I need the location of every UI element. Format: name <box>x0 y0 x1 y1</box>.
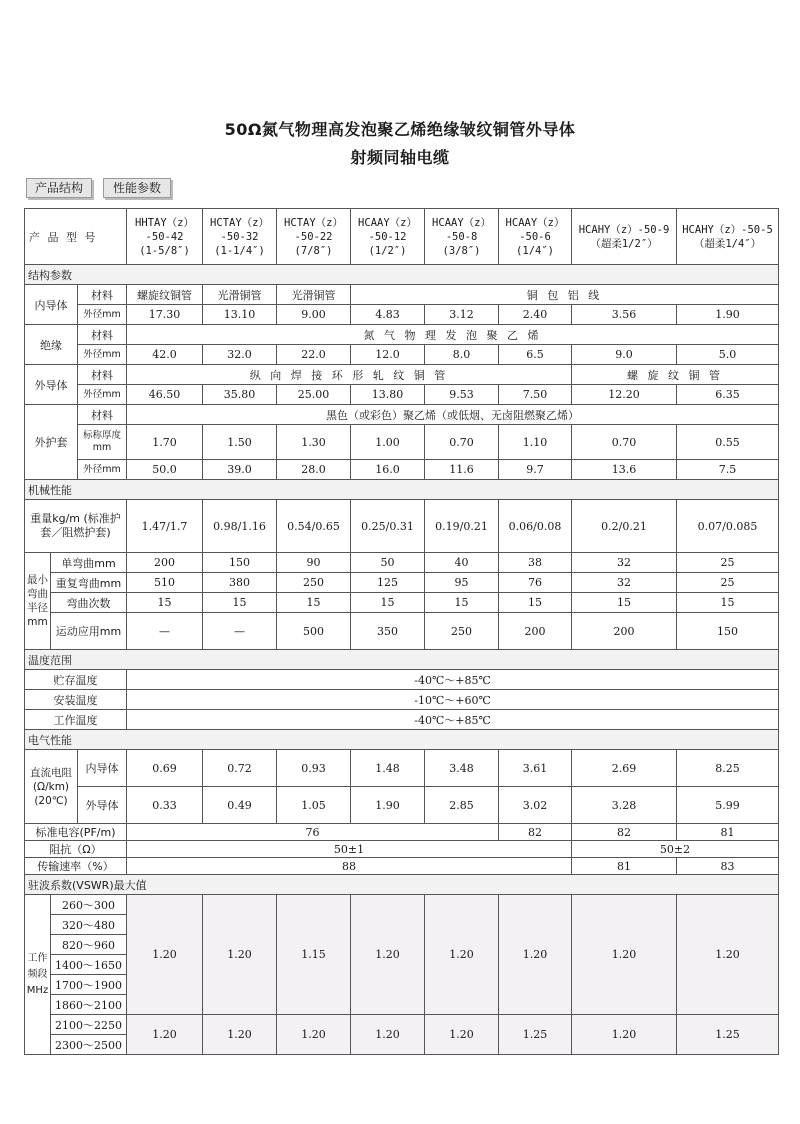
cell: 250 <box>425 613 499 650</box>
band-cell: 2100～2250 <box>51 1015 127 1035</box>
cell: 81 <box>677 824 779 841</box>
cell-span: 50±1 <box>127 841 572 858</box>
cell: 39.0 <box>203 460 277 480</box>
jacket-label: 外护套 <box>25 405 78 480</box>
table-row <box>25 405 779 425</box>
cell: 15 <box>499 593 572 613</box>
cell: 12.0 <box>351 345 425 365</box>
cell: 15 <box>351 593 425 613</box>
cell: 380 <box>203 573 277 593</box>
cell-span: 螺 旋 纹 铜 管 <box>572 365 779 385</box>
cell: 40 <box>425 553 499 573</box>
band-cell: 1700～1900 <box>51 975 127 995</box>
cell: 1.70 <box>127 425 203 460</box>
cell: 8.25 <box>677 750 779 787</box>
table-row <box>25 460 779 480</box>
cell: 81 <box>572 858 677 875</box>
row-label: 安装温度 <box>25 690 127 710</box>
cell: 0.72 <box>203 750 277 787</box>
table-row <box>25 841 779 858</box>
cell-span: 铜 包 铝 线 <box>351 285 779 305</box>
section-vswr: 驻波系数(VSWR)最大值 <box>25 875 779 895</box>
cell: 35.80 <box>203 385 277 405</box>
cell: 1.05 <box>277 787 351 824</box>
min-bend-radius-label: 最小弯曲半径mm <box>25 553 51 650</box>
cell-span: -10℃～+60℃ <box>127 690 779 710</box>
model-header: HCAHY（z）-50-9 （超柔1/2″） <box>572 209 677 265</box>
inner-conductor-label: 内导体 <box>25 285 78 325</box>
dc-resistance-label: 直流电阻(Ω/km)(20℃) <box>25 750 78 824</box>
table-row <box>25 305 779 325</box>
cell: 1.25 <box>499 1015 572 1055</box>
table-row <box>25 500 779 553</box>
row-label: 材料 <box>78 285 127 305</box>
cell: 2.85 <box>425 787 499 824</box>
cell: 5.99 <box>677 787 779 824</box>
row-label: 贮存温度 <box>25 670 127 690</box>
row-label: 外径mm <box>78 305 127 325</box>
cell: 0.2/0.21 <box>572 500 677 553</box>
cell: 0.55 <box>677 425 779 460</box>
cell: 0.49 <box>203 787 277 824</box>
cell: 3.02 <box>499 787 572 824</box>
table-row <box>25 425 779 460</box>
cell: 11.6 <box>425 460 499 480</box>
table-row <box>25 710 779 730</box>
band-cell: 1860～2100 <box>51 995 127 1015</box>
cell: 82 <box>499 824 572 841</box>
cell: 1.10 <box>499 425 572 460</box>
cell: 50.0 <box>127 460 203 480</box>
cell: 25.00 <box>277 385 351 405</box>
section-structure: 结构参数 <box>25 265 779 285</box>
cell-span: 氮 气 物 理 发 泡 聚 乙 烯 <box>127 325 779 345</box>
cell: — <box>203 613 277 650</box>
cell: 13.80 <box>351 385 425 405</box>
cell: 3.12 <box>425 305 499 325</box>
tab-product-structure[interactable]: 产品结构 <box>26 178 92 198</box>
cell: 1.20 <box>351 895 425 1015</box>
table-row <box>25 613 779 650</box>
spec-table <box>24 208 779 1055</box>
row-label: 外径mm <box>78 460 127 480</box>
band-cell: 2300～2500 <box>51 1035 127 1055</box>
cell-span: -40℃～+85℃ <box>127 710 779 730</box>
section-electrical: 电气性能 <box>25 730 779 750</box>
row-label: 弯曲次数 <box>51 593 127 613</box>
model-header-label: 产 品 型 号 <box>25 209 127 265</box>
insulation-label: 绝缘 <box>25 325 78 365</box>
cell: 200 <box>127 553 203 573</box>
row-label: 重复弯曲mm <box>51 573 127 593</box>
cell: 0.19/0.21 <box>425 500 499 553</box>
row-label: 运动应用mm <box>51 613 127 650</box>
title-line-1: 50Ω氮气物理高发泡聚乙烯绝缘皱纹铜管外导体 <box>224 120 576 139</box>
cell: 2.40 <box>499 305 572 325</box>
cell: 6.35 <box>677 385 779 405</box>
table-row <box>25 824 779 841</box>
cell: 1.15 <box>277 895 351 1015</box>
cell: 1.20 <box>425 1015 499 1055</box>
band-cell: 820～960 <box>51 935 127 955</box>
cell: 0.70 <box>572 425 677 460</box>
cell: 1.20 <box>203 1015 277 1055</box>
cell: 0.06/0.08 <box>499 500 572 553</box>
table-row <box>25 1015 779 1035</box>
table-row <box>25 573 779 593</box>
cell: 0.33 <box>127 787 203 824</box>
cell: 1.00 <box>351 425 425 460</box>
row-label: 单弯曲mm <box>51 553 127 573</box>
cell: 150 <box>203 553 277 573</box>
model-header: HCAAY（z） -50-6 (1/4″) <box>499 209 572 265</box>
cell: 95 <box>425 573 499 593</box>
cell: 125 <box>351 573 425 593</box>
table-row <box>25 345 779 365</box>
frequency-band-label: 工作频段MHz <box>25 895 51 1055</box>
cell: 5.0 <box>677 345 779 365</box>
row-label: 材料 <box>78 325 127 345</box>
model-header: HCAAY（z） -50-12 (1/2″) <box>351 209 425 265</box>
table-row <box>25 593 779 613</box>
cell: 3.56 <box>572 305 677 325</box>
cell: 32 <box>572 573 677 593</box>
weight-label: 重量kg/m (标准护套／阻燃护套) <box>25 500 127 553</box>
cell: 9.7 <box>499 460 572 480</box>
cell: 1.20 <box>499 895 572 1015</box>
cell: 1.20 <box>572 1015 677 1055</box>
table-row <box>25 858 779 875</box>
cell: 4.83 <box>351 305 425 325</box>
cell: 25 <box>677 573 779 593</box>
cell: 76 <box>499 573 572 593</box>
model-header: HCAAY（z） -50-8 (3/8″) <box>425 209 499 265</box>
cell: 13.10 <box>203 305 277 325</box>
cell: 1.30 <box>277 425 351 460</box>
table-row <box>25 895 779 915</box>
cell: 510 <box>127 573 203 593</box>
cell: 0.07/0.085 <box>677 500 779 553</box>
cell: 83 <box>677 858 779 875</box>
cell: 46.50 <box>127 385 203 405</box>
cell-span: 88 <box>127 858 572 875</box>
cell: 1.20 <box>203 895 277 1015</box>
cell-span: 纵 向 焊 接 环 形 轧 纹 铜 管 <box>127 365 572 385</box>
cell: 0.69 <box>127 750 203 787</box>
cell: 光滑铜管 <box>203 285 277 305</box>
cell: 1.90 <box>351 787 425 824</box>
cell: 0.25/0.31 <box>351 500 425 553</box>
row-label: 工作温度 <box>25 710 127 730</box>
cell: 25 <box>677 553 779 573</box>
cell-span: 黑色（或彩色）聚乙烯（或低烟、无卤阻燃聚乙烯） <box>127 405 779 425</box>
model-header: HCTAY（z） -50-22 (7/8″) <box>277 209 351 265</box>
cell: 1.20 <box>277 1015 351 1055</box>
cell-span: 50±2 <box>572 841 779 858</box>
band-cell: 1400～1650 <box>51 955 127 975</box>
cell: 3.48 <box>425 750 499 787</box>
cell: 90 <box>277 553 351 573</box>
row-label: 外导体 <box>78 787 127 824</box>
cell: 6.5 <box>499 345 572 365</box>
table-row <box>25 787 779 824</box>
cell: 12.20 <box>572 385 677 405</box>
cell: 0.93 <box>277 750 351 787</box>
model-header: HHTAY（z） -50-42 (1-5/8″) <box>127 209 203 265</box>
cell: 28.0 <box>277 460 351 480</box>
row-label: 标准电容(PF/m) <box>25 824 127 841</box>
section-mechanical: 机械性能 <box>25 480 779 500</box>
cell: 1.47/1.7 <box>127 500 203 553</box>
cell: 1.20 <box>425 895 499 1015</box>
table-row <box>25 365 779 385</box>
band-cell: 260～300 <box>51 895 127 915</box>
cell: 22.0 <box>277 345 351 365</box>
outer-conductor-label: 外导体 <box>25 365 78 405</box>
tab-performance-params[interactable]: 性能参数 <box>103 178 171 198</box>
cell: 17.30 <box>127 305 203 325</box>
cell: 1.90 <box>677 305 779 325</box>
cell: 15 <box>572 593 677 613</box>
table-row <box>25 553 779 573</box>
table-row <box>25 385 779 405</box>
table-row <box>25 325 779 345</box>
cell: 15 <box>277 593 351 613</box>
cell: 38 <box>499 553 572 573</box>
cell: 7.5 <box>677 460 779 480</box>
cell: 250 <box>277 573 351 593</box>
cell: 9.00 <box>277 305 351 325</box>
cell: 7.50 <box>499 385 572 405</box>
cell: 16.0 <box>351 460 425 480</box>
cell: 2.69 <box>572 750 677 787</box>
cell: 15 <box>127 593 203 613</box>
band-cell: 320～480 <box>51 915 127 935</box>
cell: 15 <box>425 593 499 613</box>
cell: 8.0 <box>425 345 499 365</box>
table-row <box>25 670 779 690</box>
cell: — <box>127 613 203 650</box>
cell: 0.70 <box>425 425 499 460</box>
row-label: 外径mm <box>78 385 127 405</box>
cell: 3.28 <box>572 787 677 824</box>
table-row <box>25 690 779 710</box>
cell: 9.0 <box>572 345 677 365</box>
cell: 1.20 <box>572 895 677 1015</box>
cell: 0.54/0.65 <box>277 500 351 553</box>
cell: 500 <box>277 613 351 650</box>
cell: 32 <box>572 553 677 573</box>
model-header: HCTAY（z） -50-32 (1-1/4″) <box>203 209 277 265</box>
cell: 1.20 <box>127 895 203 1015</box>
cell: 1.20 <box>351 1015 425 1055</box>
cell: 150 <box>677 613 779 650</box>
row-label: 标称厚度mm <box>78 425 127 460</box>
cell: 350 <box>351 613 425 650</box>
row-label: 内导体 <box>78 750 127 787</box>
cell: 200 <box>499 613 572 650</box>
cell: 1.20 <box>677 895 779 1015</box>
row-label: 材料 <box>78 365 127 385</box>
cell: 82 <box>572 824 677 841</box>
row-label: 阻抗（Ω） <box>25 841 127 858</box>
table-row <box>25 285 779 305</box>
row-label: 传输速率（%） <box>25 858 127 875</box>
cell: 0.98/1.16 <box>203 500 277 553</box>
model-header: HCAHY（z）-50-5 （超柔1/4″） <box>677 209 779 265</box>
cell: 50 <box>351 553 425 573</box>
cell: 1.48 <box>351 750 425 787</box>
cell: 15 <box>677 593 779 613</box>
cell: 螺旋纹铜管 <box>127 285 203 305</box>
cell: 9.53 <box>425 385 499 405</box>
cell: 3.61 <box>499 750 572 787</box>
cell: 13.6 <box>572 460 677 480</box>
cell-span: -40℃～+85℃ <box>127 670 779 690</box>
row-label: 材料 <box>78 405 127 425</box>
cell-span: 76 <box>127 824 499 841</box>
cell: 1.50 <box>203 425 277 460</box>
cell: 32.0 <box>203 345 277 365</box>
cell: 1.20 <box>127 1015 203 1055</box>
table-row <box>25 750 779 787</box>
cell: 15 <box>203 593 277 613</box>
row-label: 外径mm <box>78 345 127 365</box>
cell: 光滑铜管 <box>277 285 351 305</box>
header-row <box>25 209 779 265</box>
section-temperature: 温度范围 <box>25 650 779 670</box>
title-line-2: 射频同轴电缆 <box>350 148 450 167</box>
cell: 42.0 <box>127 345 203 365</box>
cell: 200 <box>572 613 677 650</box>
cell: 1.25 <box>677 1015 779 1055</box>
